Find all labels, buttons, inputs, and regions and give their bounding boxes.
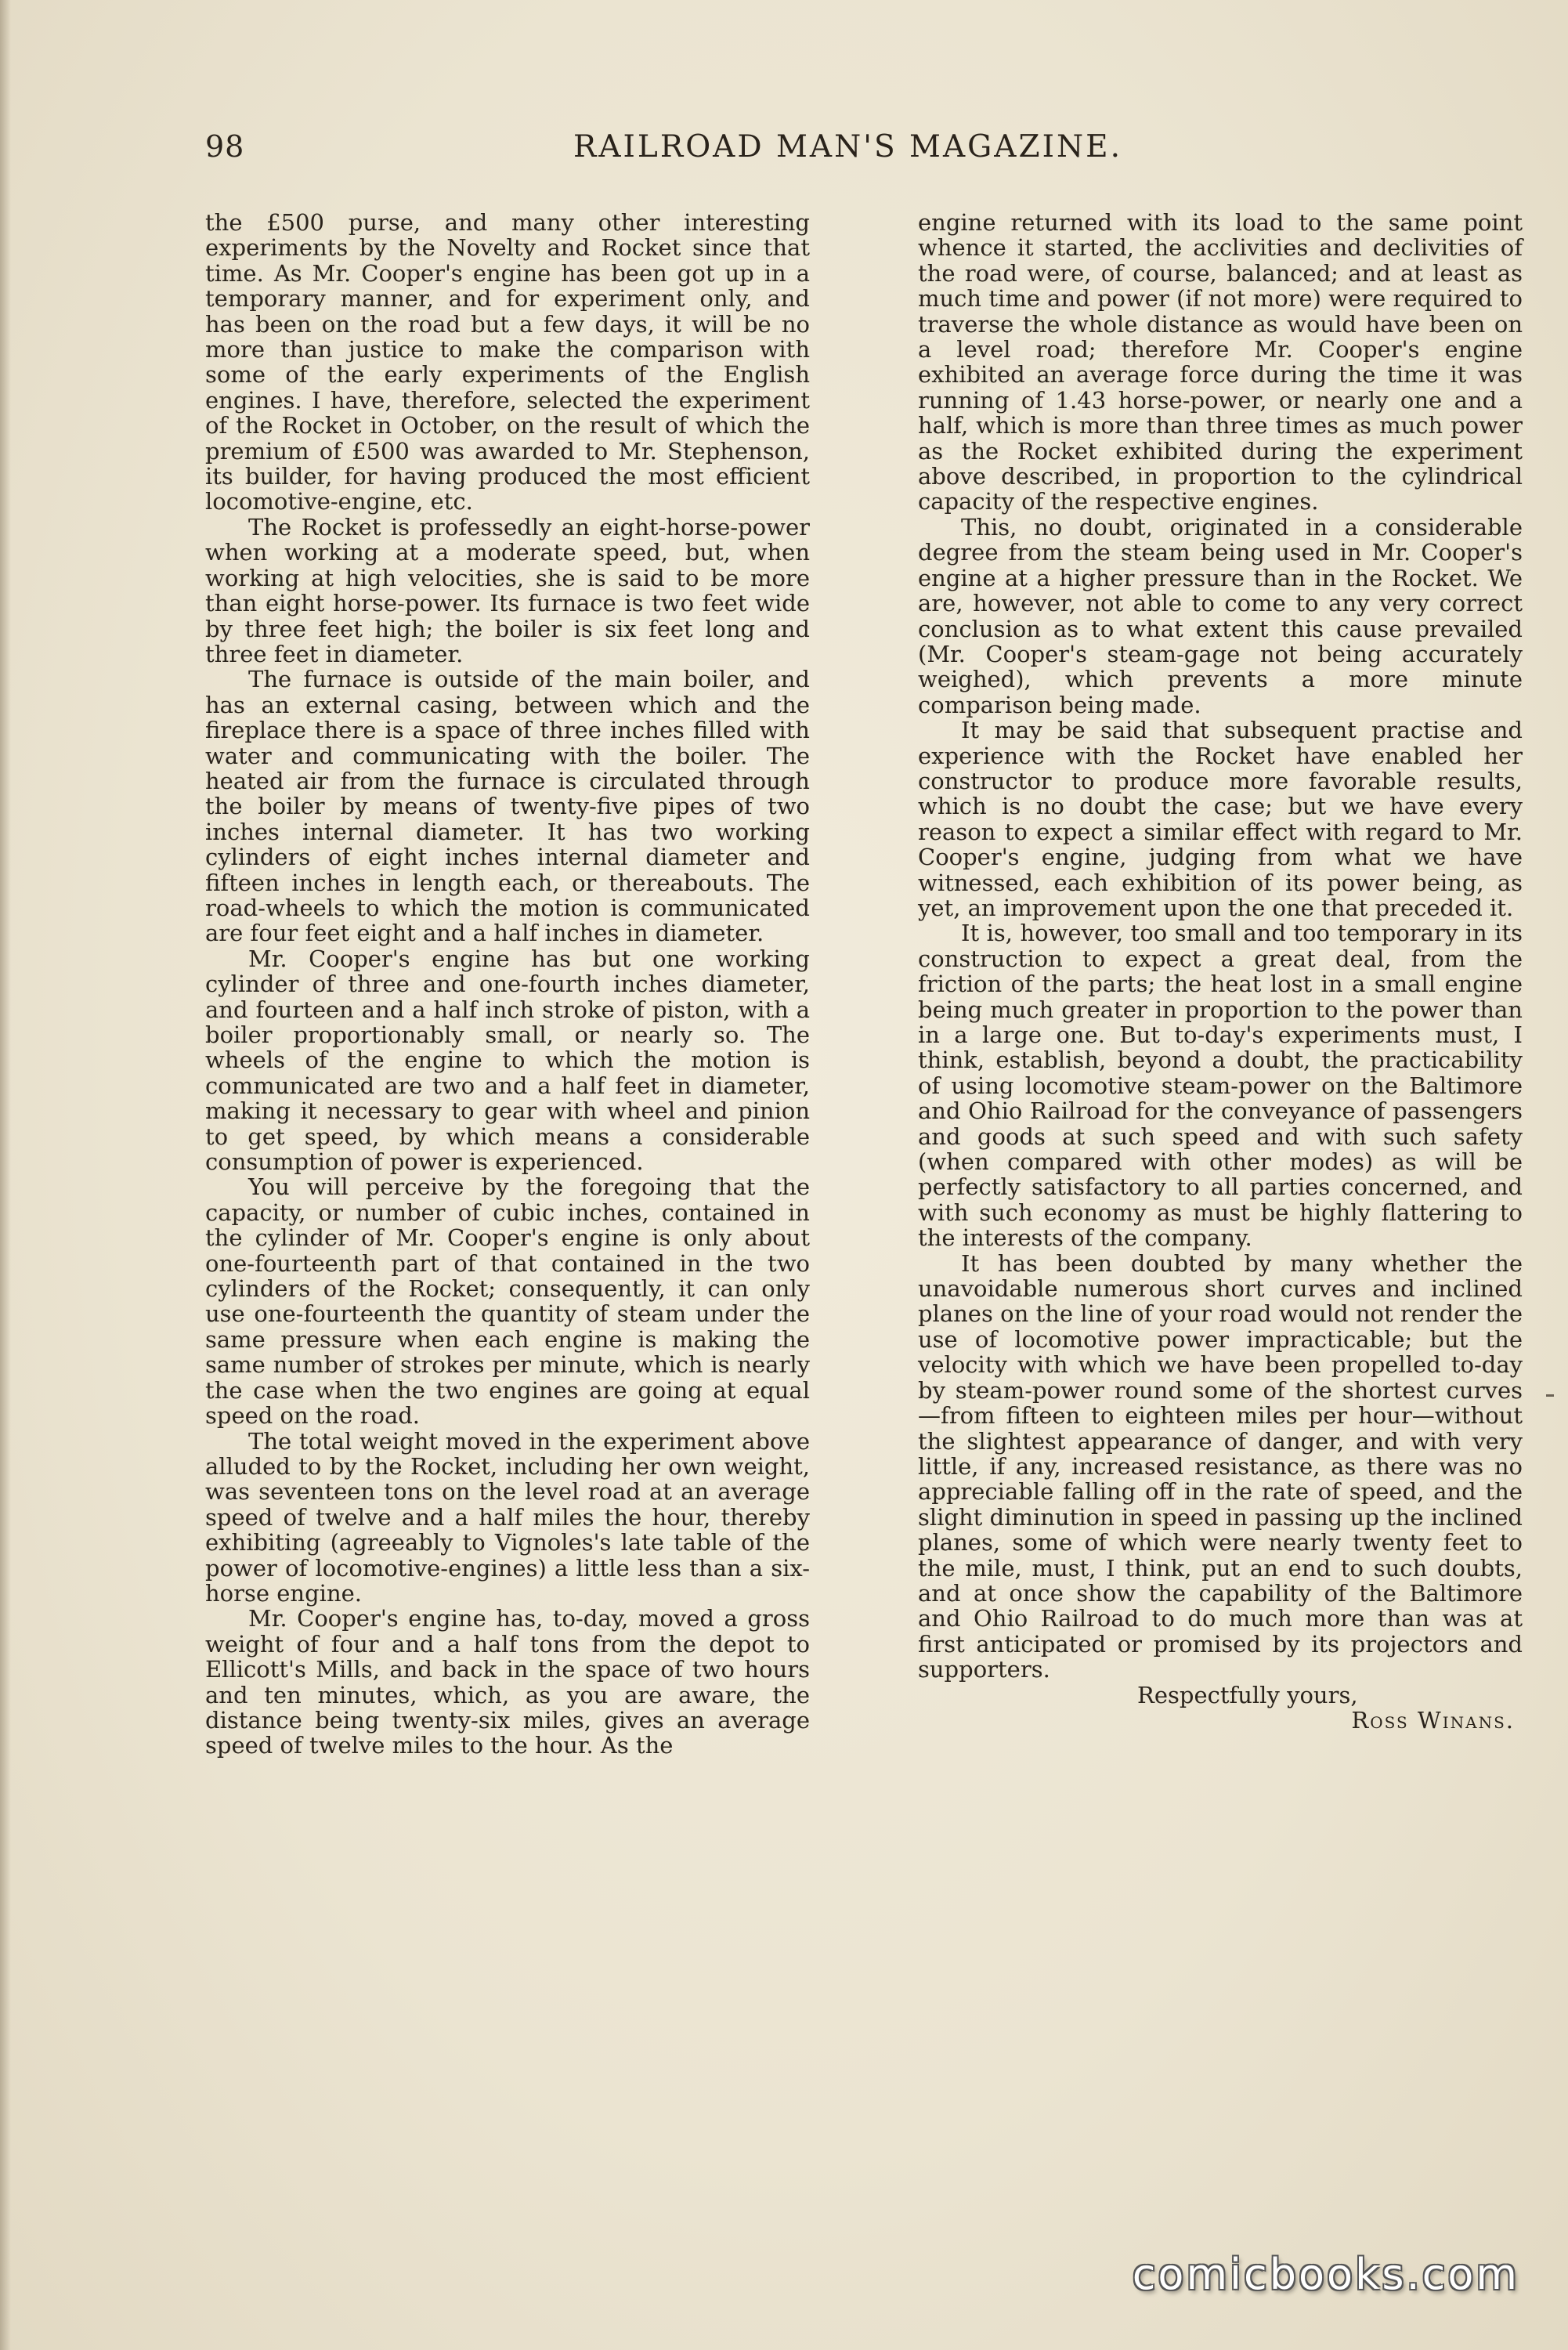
margin-mark [1546,1394,1554,1397]
left-column [205,210,810,1759]
paragraph: It is, however, too small and too temporary in its construction to expect a great deal, from the friction of the parts; the heat lost in a small engine being much greater in proportion to the power than in a large one. But to-day's experiments must, I think, establish, beyond a doubt, the practicability of using locomotive steam-power on the Baltimore and Ohio Railroad for the conveyance of passengers and goods at such speed and with such safety (when compared with other modes) as will be perfectly satisfactory to all parties concerned, and with such economy as must be highly flattering to the interests of the company. [918,920,1523,1252]
page-number: 98 [205,129,245,164]
paragraph: the £500 purse, and many other interesting experiments by the Novelty and Rocket since that time. As Mr. Cooper's engine has been got up in a temporary manner, and for experiment only, and has been on the road but a few days, it will be no more than justice to make the comparison with some of the early experiments of the English engines. I have, therefore, selected the experiment of the Rocket in October, on the result of which the premium of £500 was awarded to Mr. Stephenson, its builder, for having produced the most efficient locomotive-engine, etc. [205,209,810,515]
paragraph: The furnace is outside of the main boiler, and has an external casing, between which and the fireplace there is a space of three inches filled with water and communicating with the boiler. The heated air from the furnace is circulated through the boiler by means of twenty-five pipes of two inches internal diameter. It has two working cylinders of eight inches internal diameter and fifteen inches in length each, or thereabouts. The road-wheels to which the motion is communicated are four feet eight and a half inches in diameter. [205,666,810,947]
paragraph: It has been doubted by many whether the unavoidable numerous short curves and inclined planes on the line of your road would not render the use of locomotive power impracticable; but the velocity with which we have been propelled to-day by steam-power round some of the shortest curves—from fifteen to eighteen miles per hour—without the slightest appearance of danger, and with very little, if any, increased resistance, as there was no appreciable falling off in the rate of speed, and the slight diminution in speed in passing up the inclined planes, some of which were nearly twenty feet to the mile, must, I think, put an end to such doubts, and at once show the capability of the Baltimore and Ohio Railroad to do much more than was at first anticipated or promised by its projectors and supporters. [918,1249,1523,1683]
site-watermark: comicbooks.com [1132,2250,1519,2299]
signature: Ross Winans. [1351,1706,1515,1734]
paragraph: It may be said that subsequent practise and experience with the Rocket have enabled her constructor to produce more favorable results, which is no doubt the case; but we have every reason to expect a similar effect with regard to Mr. Cooper's engine, judging from what we have witnessed, each exhibition of its power being, as yet, an improvement upon the one that preceded it. [918,717,1523,921]
paragraph: Mr. Cooper's engine has but one working cylinder of three and one-fourth inches diameter, and fourteen and a half inch stroke of piston, with a boiler proportionably small, or nearly so. The wheels of the engine to which the motion is communicated are two and a half feet in diameter, making it necessary to gear with wheel and pinion to get speed, by which means a considerable consumption of power is experienced. [205,945,810,1176]
running-title: RAILROAD MAN'S MAGAZINE. [573,129,1122,164]
paragraph: engine returned with its load to the same point whence it started, the acclivities and declivities of the road were, of course, balanced; and at least as much time and power (if not more) were required to traverse the whole distance as would have been on a level road; therefore Mr. Cooper's engine exhibited an average force during the time it was running of 1.43 horse-power, or nearly one and a half, which is more than three times as much power as the Rocket exhibited during the experiment above described, in proportion to the cylindrical capacity of the respective engines. [918,209,1523,515]
right-column [918,210,1523,1733]
paragraph: You will perceive by the foregoing that the capacity, or number of cubic inches, contained in the cylinder of Mr. Cooper's engine is only about one-fourteenth part of that contained in the two cylinders of the Rocket; consequently, it can only use one-fourteenth the quantity of steam under the same pressure when each engine is making the same number of strokes per minute, which is nearly the case when the two engines are going at equal speed on the road. [205,1173,810,1430]
paragraph: The total weight moved in the experiment above alluded to by the Rocket, including her own weight, was seventeen tons on the level road at an average speed of twelve and a half miles the hour, thereby exhibiting (agreeably to Vignoles's late table of the power of locomotive-engines) a little less than a six-horse engine. [205,1427,810,1607]
letter-closing: Respectfully yours, [1137,1681,1358,1708]
page-header [205,129,1474,176]
paragraph: The Rocket is professedly an eight-horse-power when working at a moderate speed, but, when working at high velocities, she is said to be more than eight horse-power. Its furnace is two feet wide by three feet high; the boiler is six feet long and three feet in diameter. [205,513,810,667]
paragraph: Mr. Cooper's engine has, to-day, moved a gross weight of four and a half tons from the depot to Ellicott's Mills, and back in the space of two hours and ten minutes, which, as you are aware, the distance being twenty-six miles, gives an average speed of twelve miles to the hour. As the [205,1605,810,1759]
page-spine-shadow [0,0,11,2350]
paragraph: This, no doubt, originated in a considerable degree from the steam being used in Mr. Cooper's engine at a higher pressure than in the Rocket. We are, however, not able to come to any very correct conclusion as to what extent this cause prevailed (Mr. Cooper's steam-gage not being accurately weighed), which prevents a more minute comparison being made. [918,513,1523,718]
